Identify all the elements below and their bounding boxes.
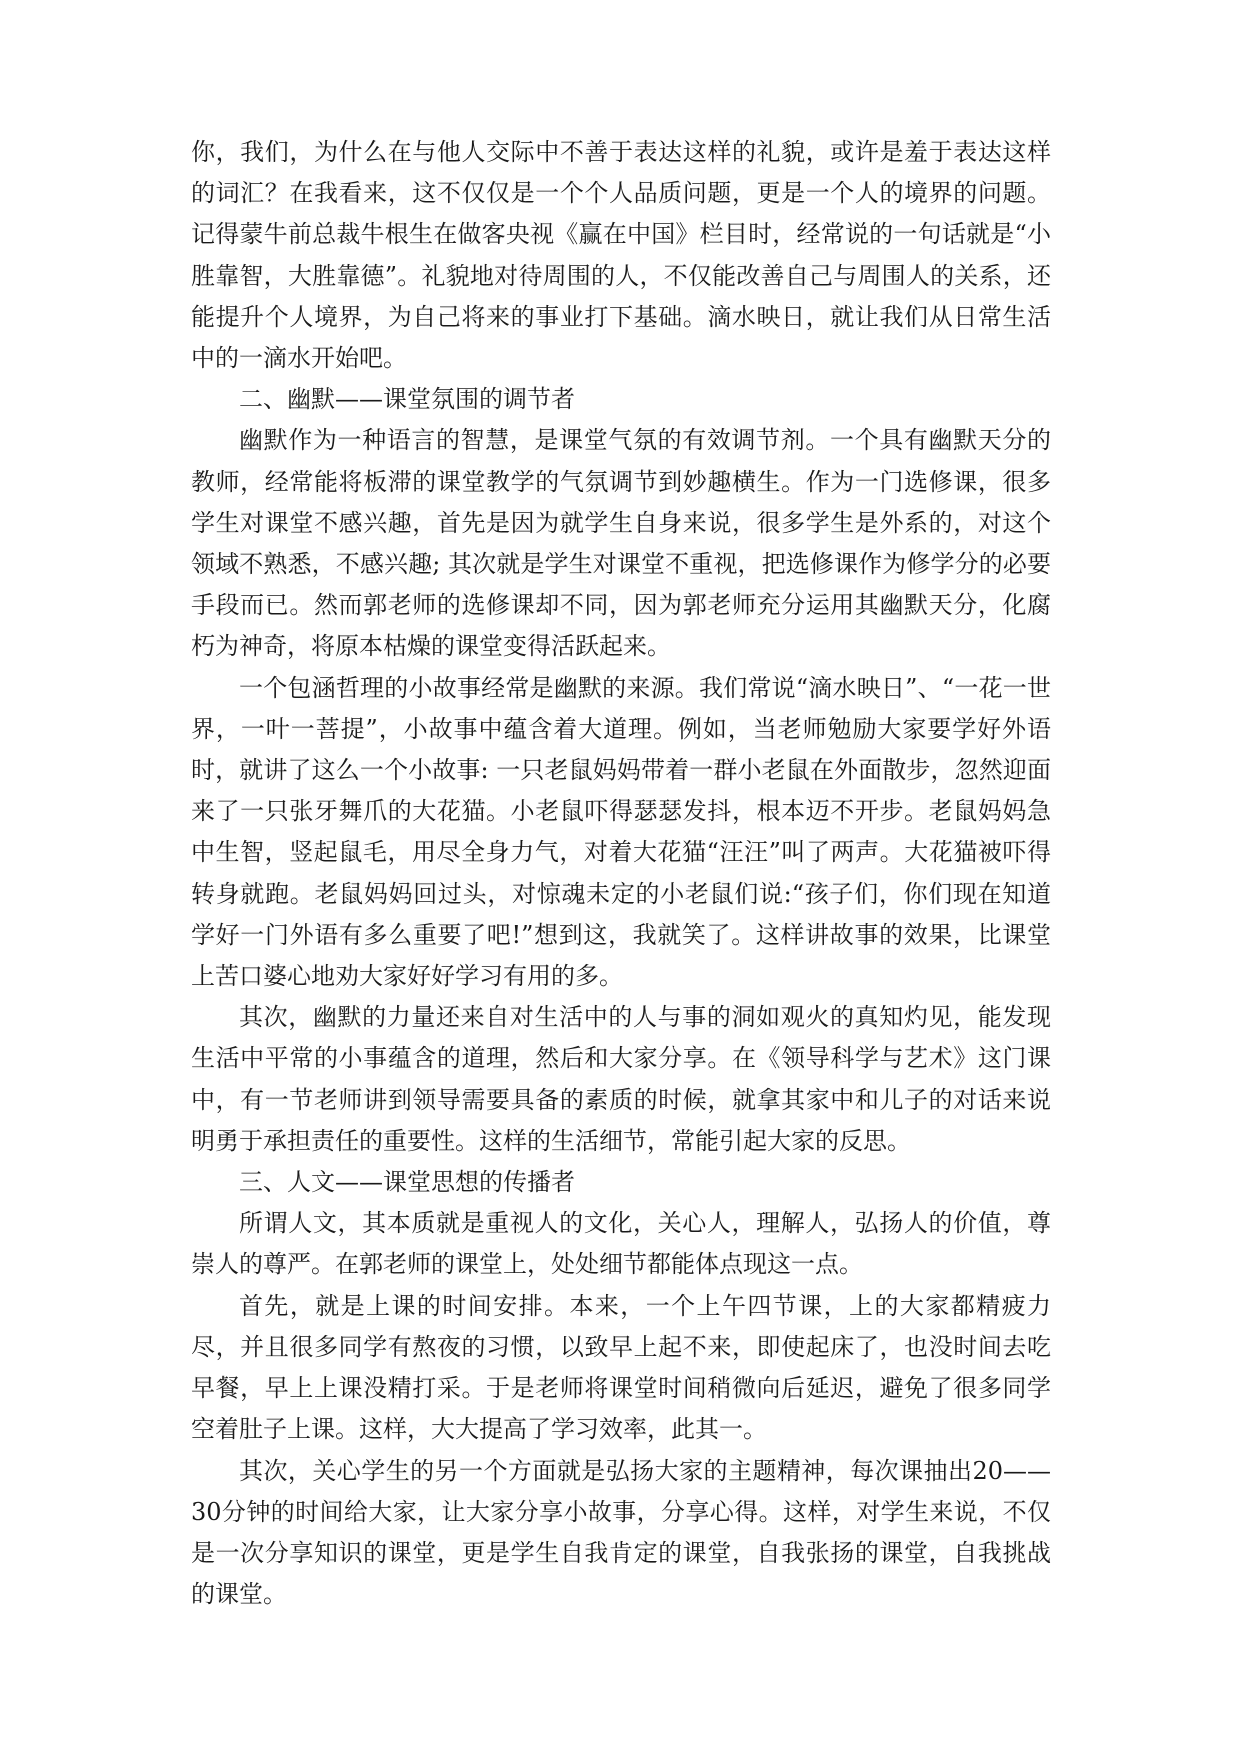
document-page	[191, 132, 1051, 1615]
paragraph-humanity-intro: 所谓人文，其本质就是重视人的文化，关心人，理解人，弘扬人的价值，尊崇人的尊严。在郭老师的课堂上，处处细节都能体点现这一点。	[191, 1209, 1051, 1279]
paragraph-humanity-schedule: 首先，就是上课的时间安排。本来，一个上午四节课，上的大家都精疲力尽，并且很多同学有熬夜的习惯，以致早上起不来，即使起床了，也没时间去吃早餐，早上上课没精打采。于是老师将课堂时间稍微向后延迟，避免了很多同学空着肚子上课。这样，大大提高了学习效率，此其一。	[191, 1291, 1051, 1444]
paragraph-humor-story: 一个包涵哲理的小故事经常是幽默的来源。我们常说“滴水映日”、“一花一世界，一叶一菩提”，小故事中蕴含着大道理。例如，当老师勉励大家要学好外语时，就讲了这么一个小故事: 一只老鼠妈妈带着一群小老鼠在外面散步，忽然迎面来了一只张牙舞爪的大花猫。小老鼠吓得瑟瑟发抖，根本迈不开步。老鼠妈妈急中生智，竖起鼠毛，用尽全身力气，对着大花猫“汪汪”叫了两声。大花猫被吓得转身就跑。老鼠妈妈回过头，对惊魂未定的小老鼠们说:“孩子们，你们现在知道学好一门外语有多么重要了吧!”想到这，我就笑了。这样讲故事的效果，比课堂上苦口婆心地劝大家好好学习有用的多。	[191, 673, 1051, 991]
paragraph-humanity-sharing: 其次，关心学生的另一个方面就是弘扬大家的主题精神，每次课抽出20——30分钟的时间给大家，让大家分享小故事，分享心得。这样，对学生来说，不仅是一次分享知识的课堂，更是学生自我肯定的课堂，自我张扬的课堂，自我挑战的课堂。	[191, 1456, 1051, 1609]
section-heading-humanity: 三、人文——课堂思想的传播者	[239, 1168, 575, 1197]
paragraph-continuation: 你，我们，为什么在与他人交际中不善于表达这样的礼貌，或许是羞于表达这样的词汇？在我看来，这不仅仅是一个个人品质问题，更是一个人的境界的问题。记得蒙牛前总裁牛根生在做客央视《赢在中国》栏目时，经常说的一句话就是“小胜靠智，大胜靠德”。礼貌地对待周围的人，不仅能改善自己与周围人的关系，还能提升个人境界，为自己将来的事业打下基础。滴水映日，就让我们从日常生活中的一滴水开始吧。	[191, 138, 1051, 373]
paragraph-humor-life: 其次，幽默的力量还来自对生活中的人与事的洞如观火的真知灼见，能发现生活中平常的小事蕴含的道理，然后和大家分享。在《领导科学与艺术》这门课中，有一节老师讲到领导需要具备的素质的时候，就拿其家中和儿子的对话来说明勇于承担责任的重要性。这样的生活细节，常能引起大家的反思。	[191, 1003, 1051, 1155]
paragraph-humor-intro: 幽默作为一种语言的智慧，是课堂气氛的有效调节剂。一个具有幽默天分的教师，经常能将板滞的课堂教学的气氛调节到妙趣横生。作为一门选修课，很多学生对课堂不感兴趣，首先是因为就学生自身来说，很多学生是外系的，对这个领域不熟悉，不感兴趣; 其次就是学生对课堂不重视，把选修课作为修学分的必要手段而已。然而郭老师的选修课却不同，因为郭老师充分运用其幽默天分，化腐朽为神奇，将原本枯燥的课堂变得活跃起来。	[191, 426, 1051, 661]
section-heading-humor: 二、幽默——课堂氛围的调节者	[239, 385, 575, 414]
